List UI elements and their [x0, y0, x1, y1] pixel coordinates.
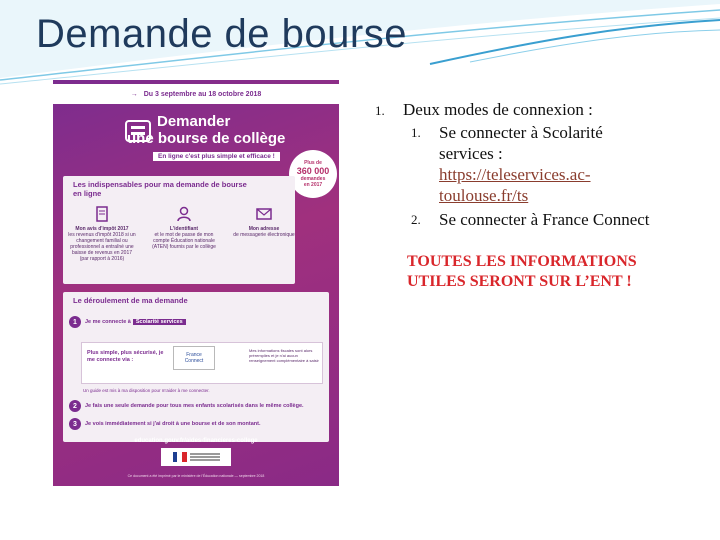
col2-title: L'identifiant: [169, 226, 199, 232]
arrow-right-icon: →: [130, 90, 138, 98]
french-flag-icon: [173, 452, 187, 462]
step1-label: Je me connecte à: [85, 319, 131, 325]
bourse-poster-image: [53, 80, 339, 486]
poster-subtitle: En ligne c'est plus simple et efficace !: [153, 152, 280, 161]
col2-text: et le mot de passe de mon compte Éducation nationale (ATEN) fournis par le collège: [152, 232, 216, 250]
sub-item-1: [439, 122, 603, 206]
col1-title: Mon avis d'impôt 2017: [75, 226, 129, 232]
envelope-icon: [256, 206, 272, 222]
poster-title-line1: Demander: [157, 113, 231, 130]
poster-col-identifier: [149, 206, 219, 250]
step1-tag: Scolarité services: [133, 319, 186, 325]
document-icon: [94, 206, 110, 222]
france-connect-logo: [173, 346, 215, 370]
list-item-1-text: Deux modes de connexion :: [403, 100, 593, 119]
notice-line1: TOUTES LES INFORMATIONS: [407, 253, 637, 270]
teleservices-link-line2[interactable]: toulouse.fr/ts: [439, 186, 529, 205]
sub-item-2-text: Se connecter à France Connect: [439, 210, 650, 229]
slide-title: Demande de bourse: [36, 12, 407, 56]
badge-number: 360 000: [296, 166, 330, 176]
poster-col-tax-notice: [67, 206, 137, 262]
poster-col-email: [229, 206, 299, 238]
poster-footer: Ce document a été imprimé par le ministère de l'Éducation nationale — septembre 2018: [127, 474, 265, 478]
teleservices-link-line1[interactable]: https://teleservices.ac-: [439, 165, 591, 184]
sub-item-1-line2: services :: [439, 144, 503, 163]
sub-item-1-number: 1.: [411, 125, 421, 140]
poster-title-line2: une bourse de collège: [127, 130, 286, 147]
step1-text: [85, 319, 186, 325]
poster-process-heading: Le déroulement de ma demande: [73, 296, 188, 305]
step-number-2: 2: [69, 400, 81, 412]
col3-title: Mon adresse: [248, 226, 280, 232]
ministry-logo-text: [190, 456, 220, 458]
notice-line2: UTILES SERONT SUR L’ENT !: [407, 273, 632, 290]
badge-line2: demandes: [300, 176, 326, 182]
poster-badge: [289, 150, 337, 198]
france-connect-text: Plus simple, plus sécurisé, je me connecte via :: [87, 350, 164, 363]
person-icon: [176, 206, 192, 222]
ministry-logos: [161, 448, 231, 466]
france-connect-info: Mes informations fiscales sont alors préremplies et je n'ai aucun renseignement complémentaire à saisir: [249, 348, 319, 363]
poster-requirements-heading: Les indispensables pour ma demande de bourse en ligne: [73, 180, 247, 198]
badge-line3: en 2017: [303, 182, 323, 188]
step-number-3: 3: [69, 418, 81, 430]
badge-line1: Plus de: [304, 160, 322, 166]
list-item-1-number: 1.: [375, 103, 385, 118]
col1-text: les revenus d'impôt 2018 si un changement familial ou professionnel a entraîné une baisse de revenus en 2017 (par rapport à 2016): [68, 232, 136, 262]
col3-text: de messagerie électronique: [233, 232, 295, 238]
fc-logo-line1: France: [186, 352, 202, 358]
poster-url: education.gouv.fr/aides-financieres-college: [134, 438, 258, 444]
poster-date-banner: [53, 84, 339, 104]
list-item-1: [375, 100, 593, 120]
poster-date: Du 3 septembre au 18 octobre 2018: [143, 90, 262, 98]
step2-text: Je fais une seule demande pour tous mes enfants scolarisés dans le même collège.: [85, 403, 304, 409]
step3-text: Je vois immédiatement si j'ai droit à une bourse et de son montant.: [85, 421, 261, 427]
fc-logo-line2: Connect: [184, 358, 204, 364]
guide-text: Un guide est mis à ma disposition pour m'aider à me connecter.: [83, 388, 210, 393]
sub-item-1-line1: Se connecter à Scolarité: [439, 123, 603, 142]
sub-item-2-number: 2.: [411, 212, 421, 227]
step-number-1: 1: [69, 316, 81, 328]
